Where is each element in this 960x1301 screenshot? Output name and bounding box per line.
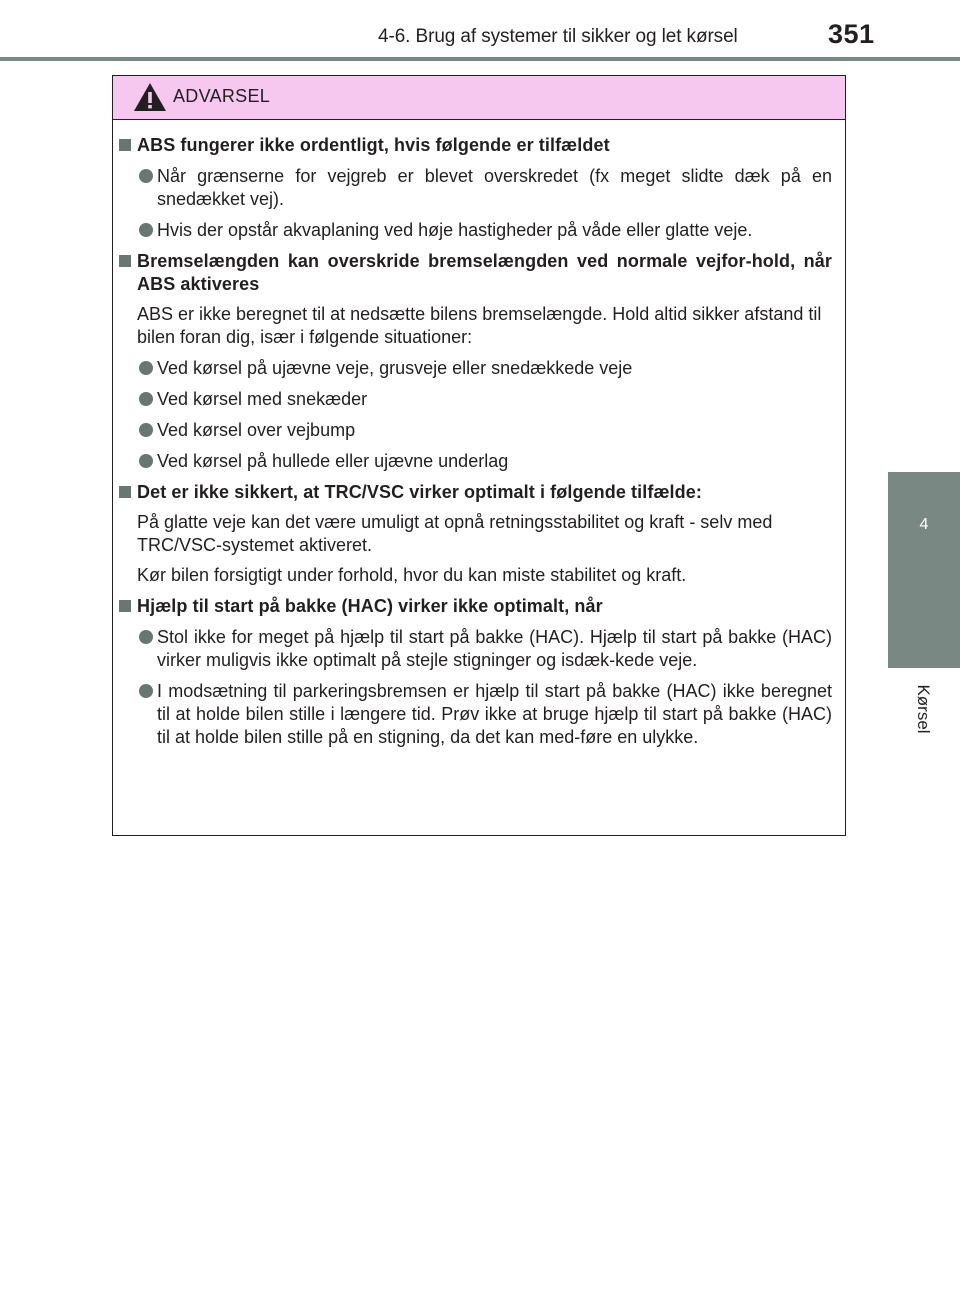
- warning-section: [113, 134, 844, 242]
- bullet-text: Ved kørsel på hullede eller ujævne underlag: [157, 451, 509, 471]
- header-divider: [0, 57, 960, 61]
- bullet-item: [137, 388, 832, 411]
- bullet-text: Ved kørsel med snekæder: [157, 389, 368, 409]
- round-bullet-icon: [139, 223, 153, 237]
- square-bullet-icon: [119, 600, 131, 612]
- bullet-item: [137, 357, 832, 380]
- section-heading: ABS fungerer ikke ordentligt, hvis følgende er tilfældet: [137, 135, 610, 155]
- warning-box: [112, 75, 846, 836]
- bullet-item: [137, 165, 832, 211]
- chapter-number: 4: [919, 516, 929, 533]
- round-bullet-icon: [139, 361, 153, 375]
- round-bullet-icon: [139, 684, 153, 698]
- bullet-item: [137, 680, 832, 749]
- chapter-tab: [888, 472, 960, 668]
- warning-triangle-icon: [133, 82, 167, 112]
- round-bullet-icon: [139, 630, 153, 644]
- section-heading: Det er ikke sikkert, at TRC/VSC virker optimalt i følgende tilfælde:: [137, 482, 702, 502]
- section-paragraph: Kør bilen forsigtigt under forhold, hvor du kan miste stabilitet og kraft.: [137, 565, 687, 585]
- square-bullet-icon: [119, 255, 131, 267]
- bullet-text: Når grænserne for vejgreb er blevet overskredet (fx meget slidte dæk på en snedækket vej).: [157, 166, 832, 209]
- bullet-text: Hvis der opstår akvaplaning ved høje hastigheder på våde eller glatte veje.: [157, 220, 753, 240]
- warning-section: [113, 250, 844, 473]
- section-heading: Bremselængden kan overskride bremselængden ved normale vejfor-hold, når ABS aktiveres: [137, 251, 832, 294]
- section-heading: Hjælp til start på bakke (HAC) virker ikke optimalt, når: [137, 596, 603, 616]
- square-bullet-icon: [119, 486, 131, 498]
- round-bullet-icon: [139, 423, 153, 437]
- section-paragraph: På glatte veje kan det være umuligt at opnå retningsstabilitet og kraft - selv med TRC/VSC-systemet aktiveret.: [137, 512, 773, 555]
- warning-section: [113, 481, 844, 587]
- bullet-item: [137, 626, 832, 672]
- square-bullet-icon: [119, 139, 131, 151]
- bullet-item: [137, 450, 832, 473]
- chapter-label: [895, 672, 951, 746]
- chapter-label-text: Kørsel: [914, 684, 933, 734]
- page-number: 351: [828, 19, 875, 49]
- bullet-text: Ved kørsel på ujævne veje, grusveje eller snedækkede veje: [157, 358, 633, 378]
- round-bullet-icon: [139, 169, 153, 183]
- bullet-item: [137, 219, 832, 242]
- bullet-text: Stol ikke for meget på hjælp til start på bakke (HAC). Hjælp til start på bakke (HAC) virker muligvis ikke optimalt på stejle stigninger og isdæk-kede veje.: [157, 627, 832, 670]
- warning-body: [113, 134, 844, 757]
- round-bullet-icon: [139, 392, 153, 406]
- warning-section: [113, 595, 844, 749]
- header-title: 4-6. Brug af systemer til sikker og let kørsel: [378, 26, 738, 47]
- bullet-text: I modsætning til parkeringsbremsen er hjælp til start på bakke (HAC) ikke beregnet til at holde bilen stille i længere tid. Prøv ikke at bruge hjælp til start på bakke (HAC) til at holde bilen stille på en stigning, da det kan med-føre en ulykke.: [157, 681, 832, 747]
- round-bullet-icon: [139, 454, 153, 468]
- warning-title: ADVARSEL: [173, 86, 271, 106]
- warning-header: [113, 76, 845, 120]
- section-paragraph: ABS er ikke beregnet til at nedsætte bilens bremselængde. Hold altid sikker afstand til bilen foran dig, især i følgende situationer:: [137, 304, 822, 347]
- bullet-item: [137, 419, 832, 442]
- bullet-text: Ved kørsel over vejbump: [157, 420, 356, 440]
